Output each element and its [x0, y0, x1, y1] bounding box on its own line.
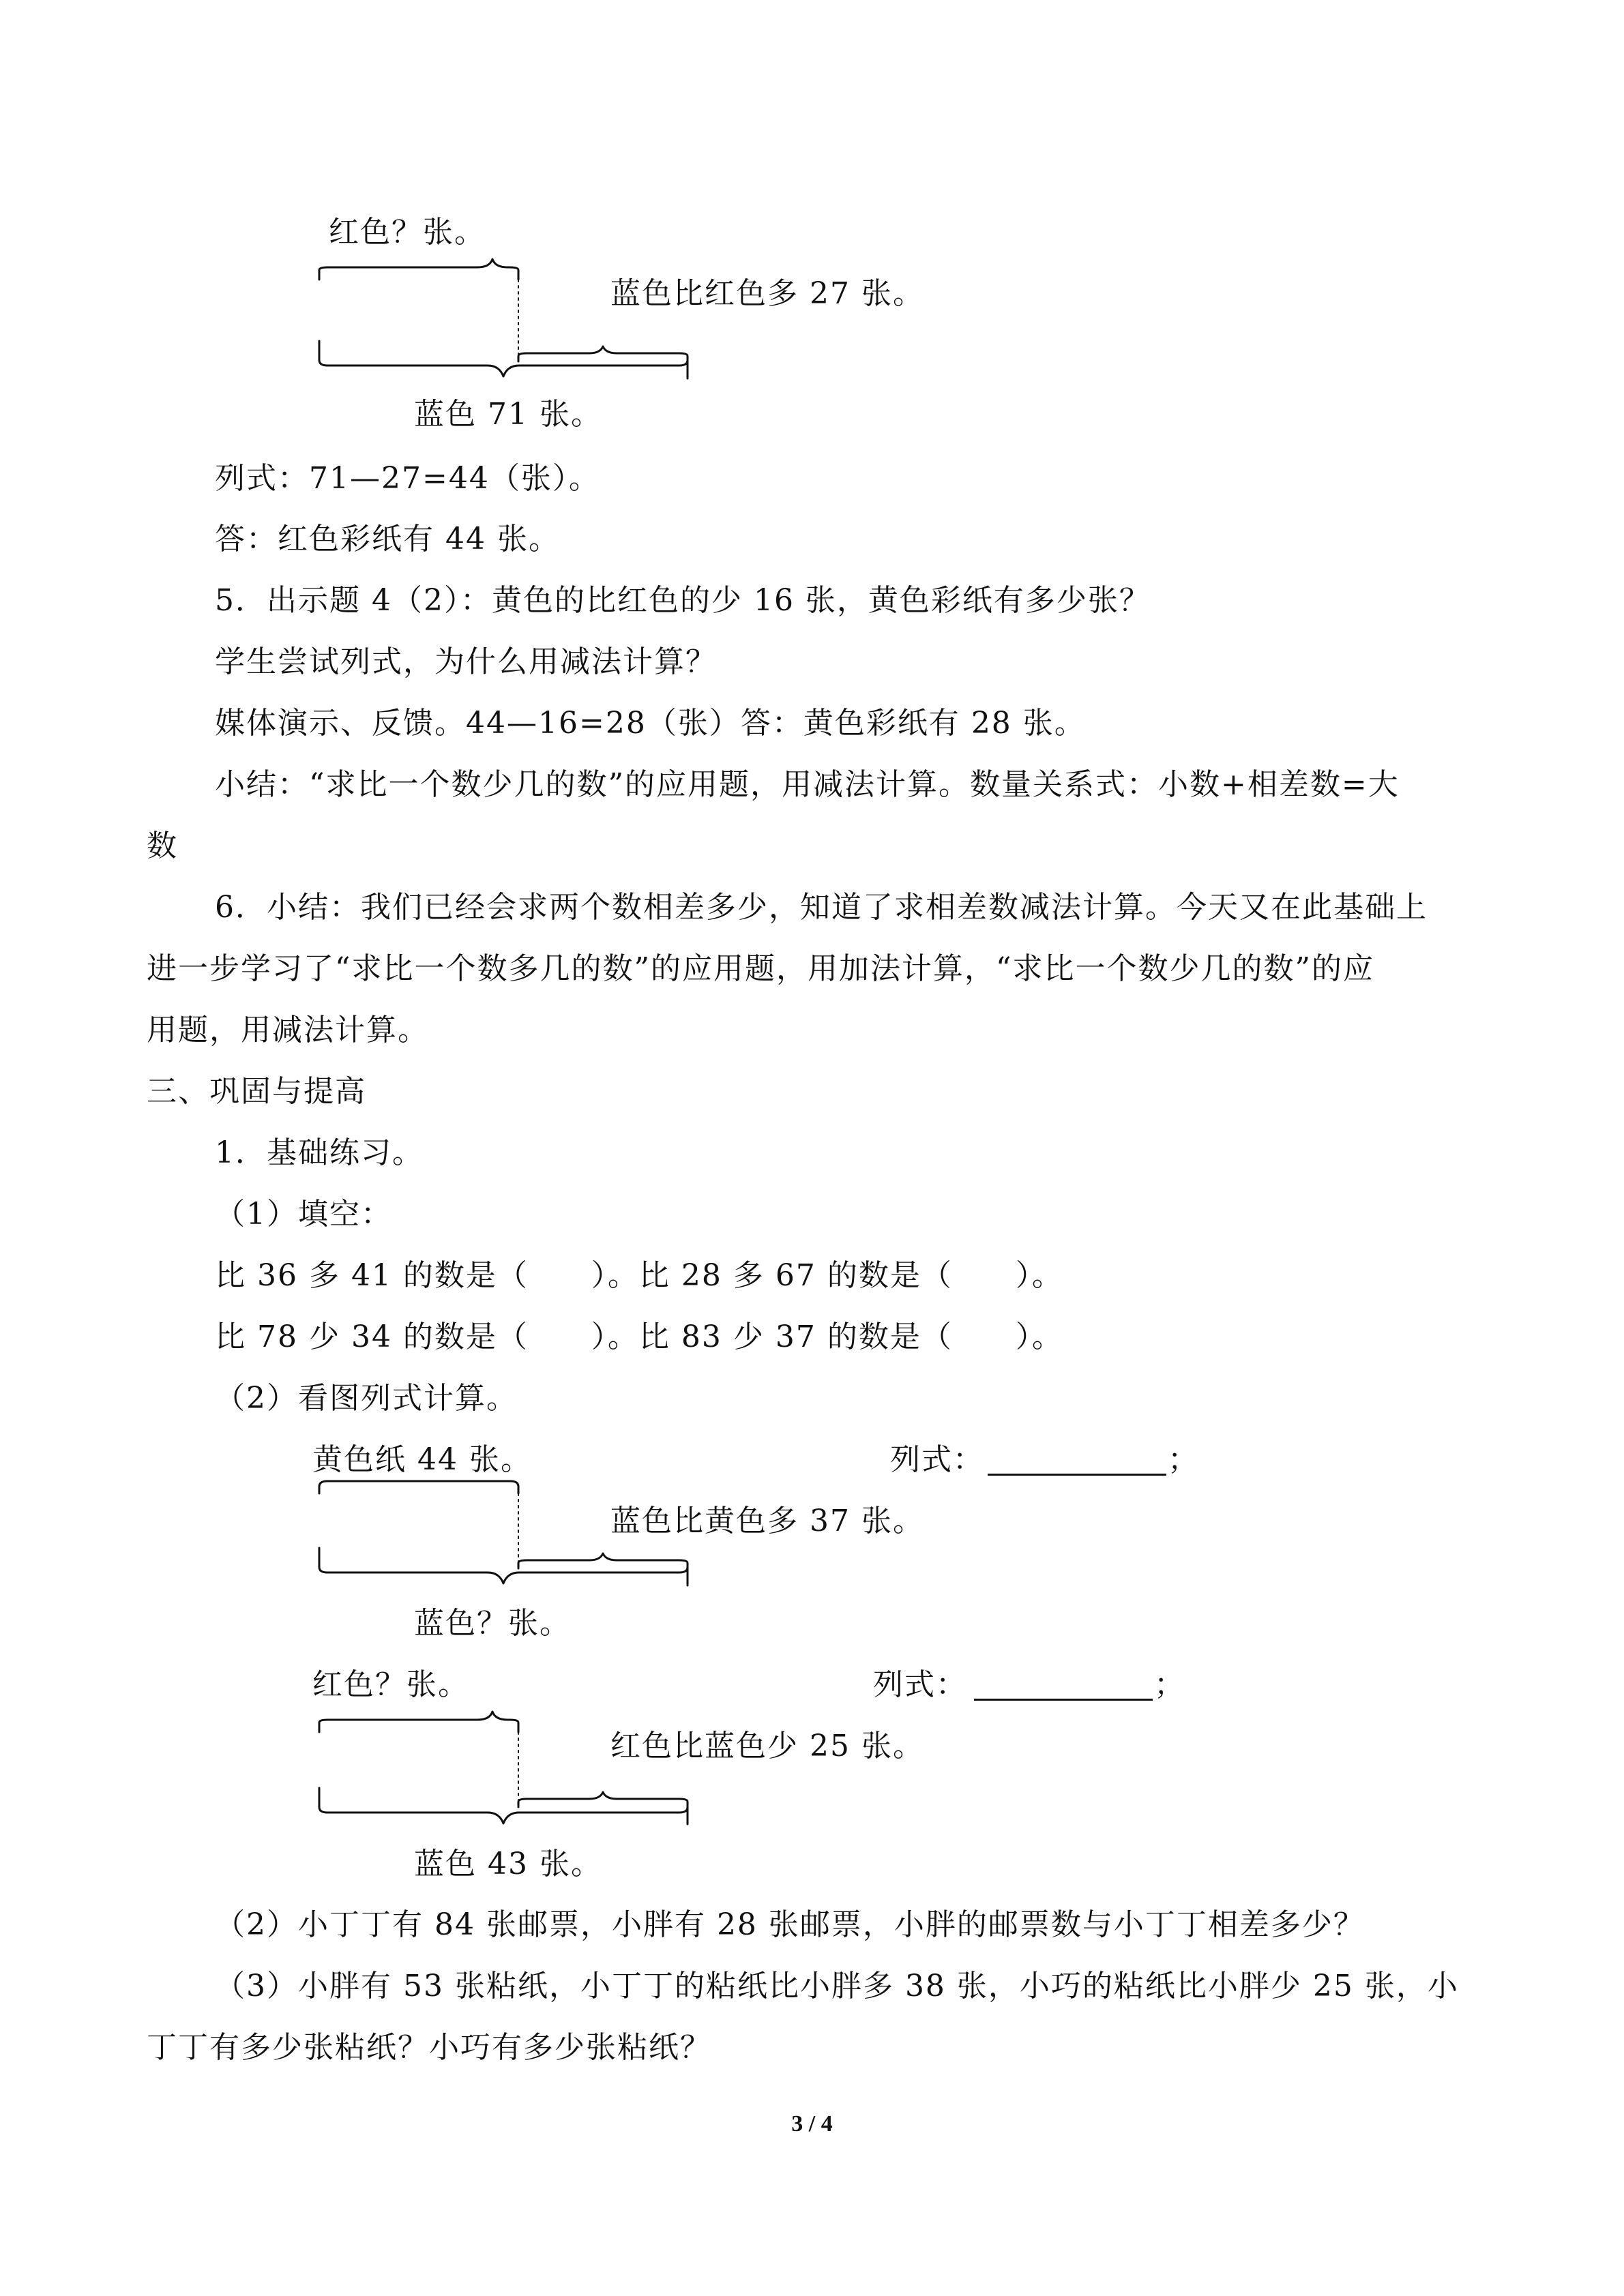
formula-line-1: 列式：71—27=44（张）。	[215, 461, 600, 496]
diagram2-bottom-label: 蓝色？张。	[414, 1606, 571, 1641]
diagram1-bottom-brace	[319, 341, 688, 376]
diagram3-top-label: 红色？张。	[312, 1667, 469, 1702]
answer-line-1: 答：红色彩纸有 44 张。	[215, 522, 560, 556]
fill-heading: （1）填空：	[215, 1197, 392, 1232]
diagram3-small-brace	[518, 1792, 688, 1824]
question-3-line-b: 丁丁有多少张粘纸？小巧有多少张粘纸？	[147, 2030, 711, 2065]
page-number: 3 / 4	[791, 2111, 833, 2136]
diagram2-small-brace	[518, 1553, 688, 1585]
diagram2-formula-end: ；	[1168, 1442, 1199, 1477]
diagram2-top-brace	[319, 1481, 518, 1493]
media-line: 媒体演示、反馈。44—16=28（张）答：黄色彩纸有 28 张。	[215, 706, 1086, 741]
diagram1-bottom-label: 蓝色 71 张。	[414, 397, 602, 432]
try-line: 学生尝试列式，为什么用减法计算？	[215, 644, 717, 679]
summary-line-b: 数	[147, 829, 178, 863]
diagram1-small-brace	[518, 346, 688, 378]
question-3-line-a: （3）小胖有 53 张粘纸，小丁丁的粘纸比小胖多 38 张，小巧的粘纸比小胖少 25 张，小	[215, 1969, 1459, 2003]
diagram2-answer-blank[interactable]	[988, 1474, 1166, 1476]
fill-line-b: 比 78 少 34 的数是（ ）。比 83 少 37 的数是（ ）。	[215, 1320, 1063, 1354]
diagram2-top-label: 黄色纸 44 张。	[312, 1442, 532, 1477]
diagram3-top-brace	[319, 1712, 518, 1732]
summary-line-a: 小结：“求比一个数少几的数”的应用题，用减法计算。数量关系式：小数+相差数=大	[215, 767, 1400, 802]
diagram1-right-label: 蓝色比红色多 27 张。	[610, 276, 924, 311]
diagram3-bottom-label: 蓝色 43 张。	[414, 1847, 602, 1881]
fill-line-a: 比 36 多 41 的数是（ ）。比 28 多 67 的数是（ ）。	[215, 1258, 1063, 1293]
look-heading: （2）看图列式计算。	[215, 1381, 518, 1416]
diagram3-right-label: 红色比蓝色少 25 张。	[610, 1729, 924, 1763]
item-5: 5．出示题 4（2）：黄色的比红色的少 16 张，黄色彩纸有多少张？	[215, 583, 1151, 618]
diagram3-answer-blank[interactable]	[974, 1699, 1153, 1701]
diagram2-right-label: 蓝色比黄色多 37 张。	[610, 1504, 924, 1538]
section-3-heading: 三、巩固与提高	[147, 1074, 366, 1109]
basic-practice: 1．基础练习。	[215, 1135, 424, 1170]
diagram3-formula-label: 列式：	[873, 1667, 967, 1702]
diagram2-formula-label: 列式：	[890, 1442, 984, 1477]
question-2: （2）小丁丁有 84 张邮票，小胖有 28 张邮票，小胖的邮票数与小丁丁相差多少？	[215, 1907, 1365, 1942]
diagram3-bottom-brace	[319, 1788, 688, 1823]
item-6-line-b: 进一步学习了“求比一个数多几的数”的应用题，用加法计算，“求比一个数少几的数”的应	[147, 951, 1374, 986]
item-6-line-a: 6．小结：我们已经会求两个数相差多少，知道了求相差数减法计算。今天又在此基础上	[215, 890, 1428, 925]
diagram1-top-label: 红色？张。	[329, 215, 486, 250]
diagram2-bottom-brace	[319, 1548, 688, 1583]
diagram3-formula-end: ；	[1154, 1667, 1185, 1702]
diagram1-top-brace	[319, 259, 518, 280]
item-6-line-c: 用题，用减法计算。	[147, 1013, 429, 1047]
